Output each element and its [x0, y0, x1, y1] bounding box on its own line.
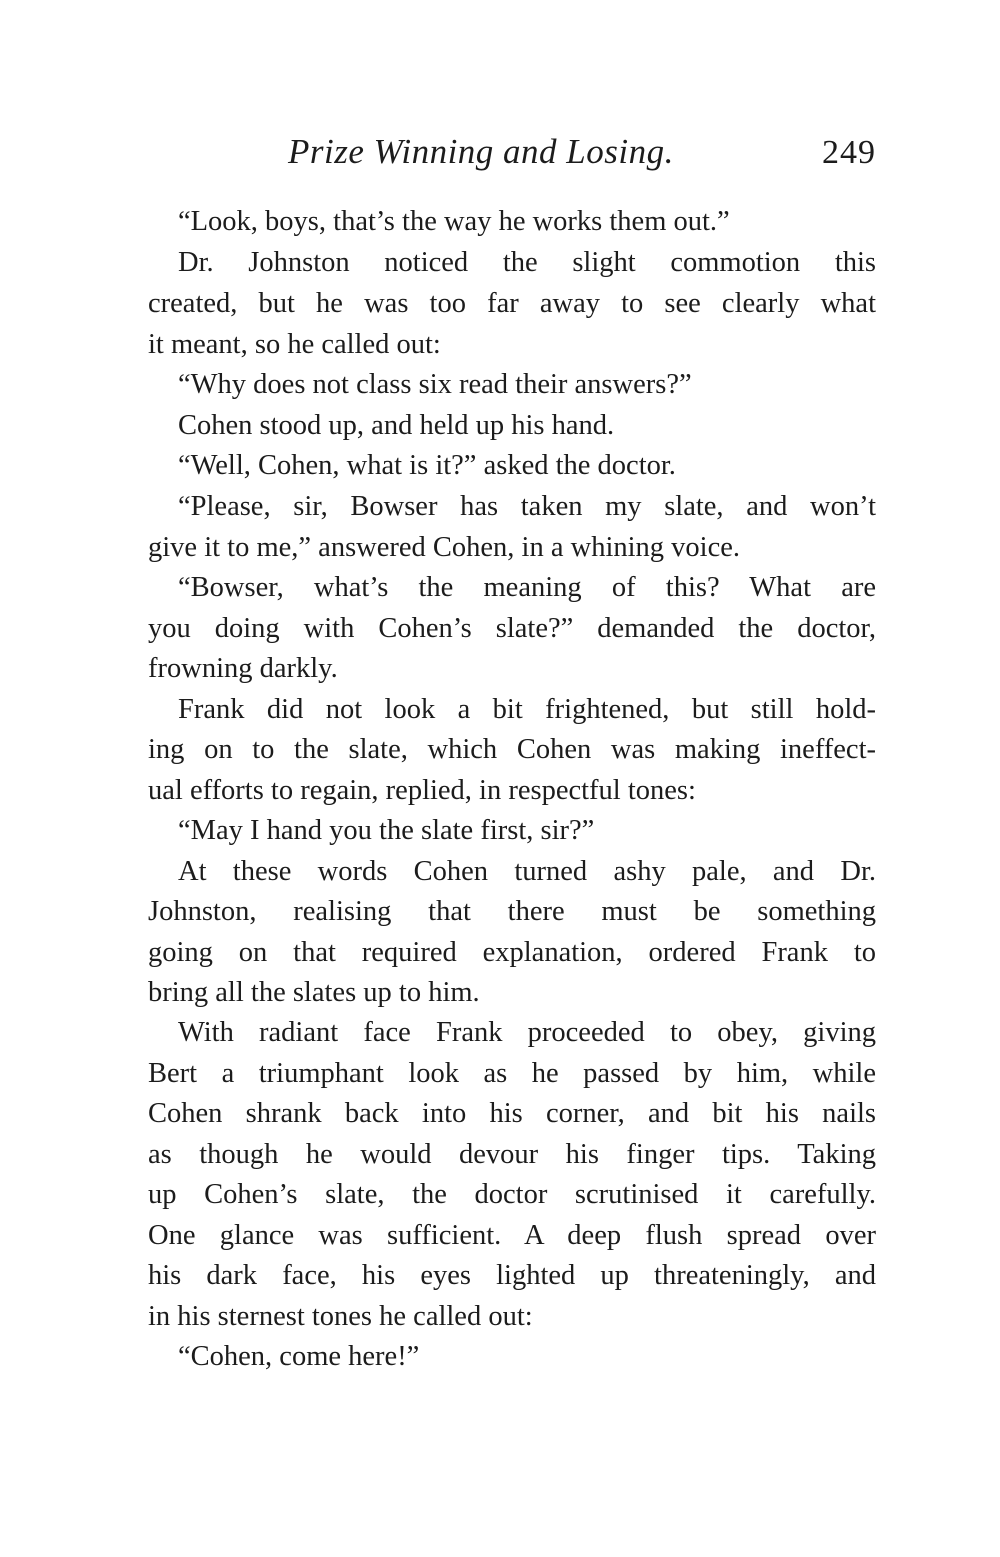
text-line: ual efforts to regain, replied, in respectful tones: — [148, 775, 696, 806]
text-line: Johnston, realising that there must be something — [148, 896, 876, 927]
text-line: Dr. Johnston noticed the slight commotion this — [178, 247, 876, 278]
text-line: bring all the slates up to him. — [148, 977, 480, 1008]
text-line: “Please, sir, Bowser has taken my slate, and won’t — [178, 491, 876, 522]
text-line: Bert a triumphant look as he passed by him, while — [148, 1058, 876, 1089]
text-line: his dark face, his eyes lighted up threateningly, and — [148, 1260, 876, 1291]
text-line: “Well, Cohen, what is it?” asked the doctor. — [178, 450, 676, 481]
text-line: At these words Cohen turned ashy pale, and Dr. — [178, 856, 876, 887]
text-line: up Cohen’s slate, the doctor scrutinised it carefully. — [148, 1179, 876, 1210]
text-line: going on that required explanation, ordered Frank to — [148, 937, 876, 968]
text-line: “May I hand you the slate first, sir?” — [178, 815, 595, 846]
text-line: “Look, boys, that’s the way he works them out.” — [178, 206, 730, 237]
text-line: “Bowser, what’s the meaning of this? What are — [178, 572, 876, 603]
text-line: Cohen shrank back into his corner, and bit his nails — [148, 1098, 876, 1129]
text-line: “Cohen, come here!” — [178, 1341, 420, 1372]
text-line: Frank did not look a bit frightened, but still hold- — [178, 694, 876, 725]
text-line: Cohen stood up, and held up his hand. — [178, 410, 615, 441]
text-line: you doing with Cohen’s slate?” demanded the doctor, — [148, 613, 876, 644]
text-line: ing on to the slate, which Cohen was making ineffect- — [148, 734, 876, 765]
text-line: in his sternest tones he called out: — [148, 1301, 533, 1332]
text-line: frowning darkly. — [148, 653, 338, 684]
page-number: 249 — [822, 134, 876, 171]
text-line: give it to me,” answered Cohen, in a whining voice. — [148, 532, 741, 563]
running-title: Prize Winning and Losing. — [288, 132, 674, 171]
text-line: it meant, so he called out: — [148, 329, 441, 360]
text-line: With radiant face Frank proceeded to obey, giving — [178, 1017, 876, 1048]
text-line: as though he would devour his finger tips. Taking — [148, 1139, 876, 1170]
text-line: “Why does not class six read their answers?” — [178, 369, 692, 400]
page-header — [148, 132, 876, 188]
text-line: One glance was sufficient. A deep flush spread over — [148, 1220, 876, 1251]
text-line: created, but he was too far away to see clearly what — [148, 288, 876, 319]
